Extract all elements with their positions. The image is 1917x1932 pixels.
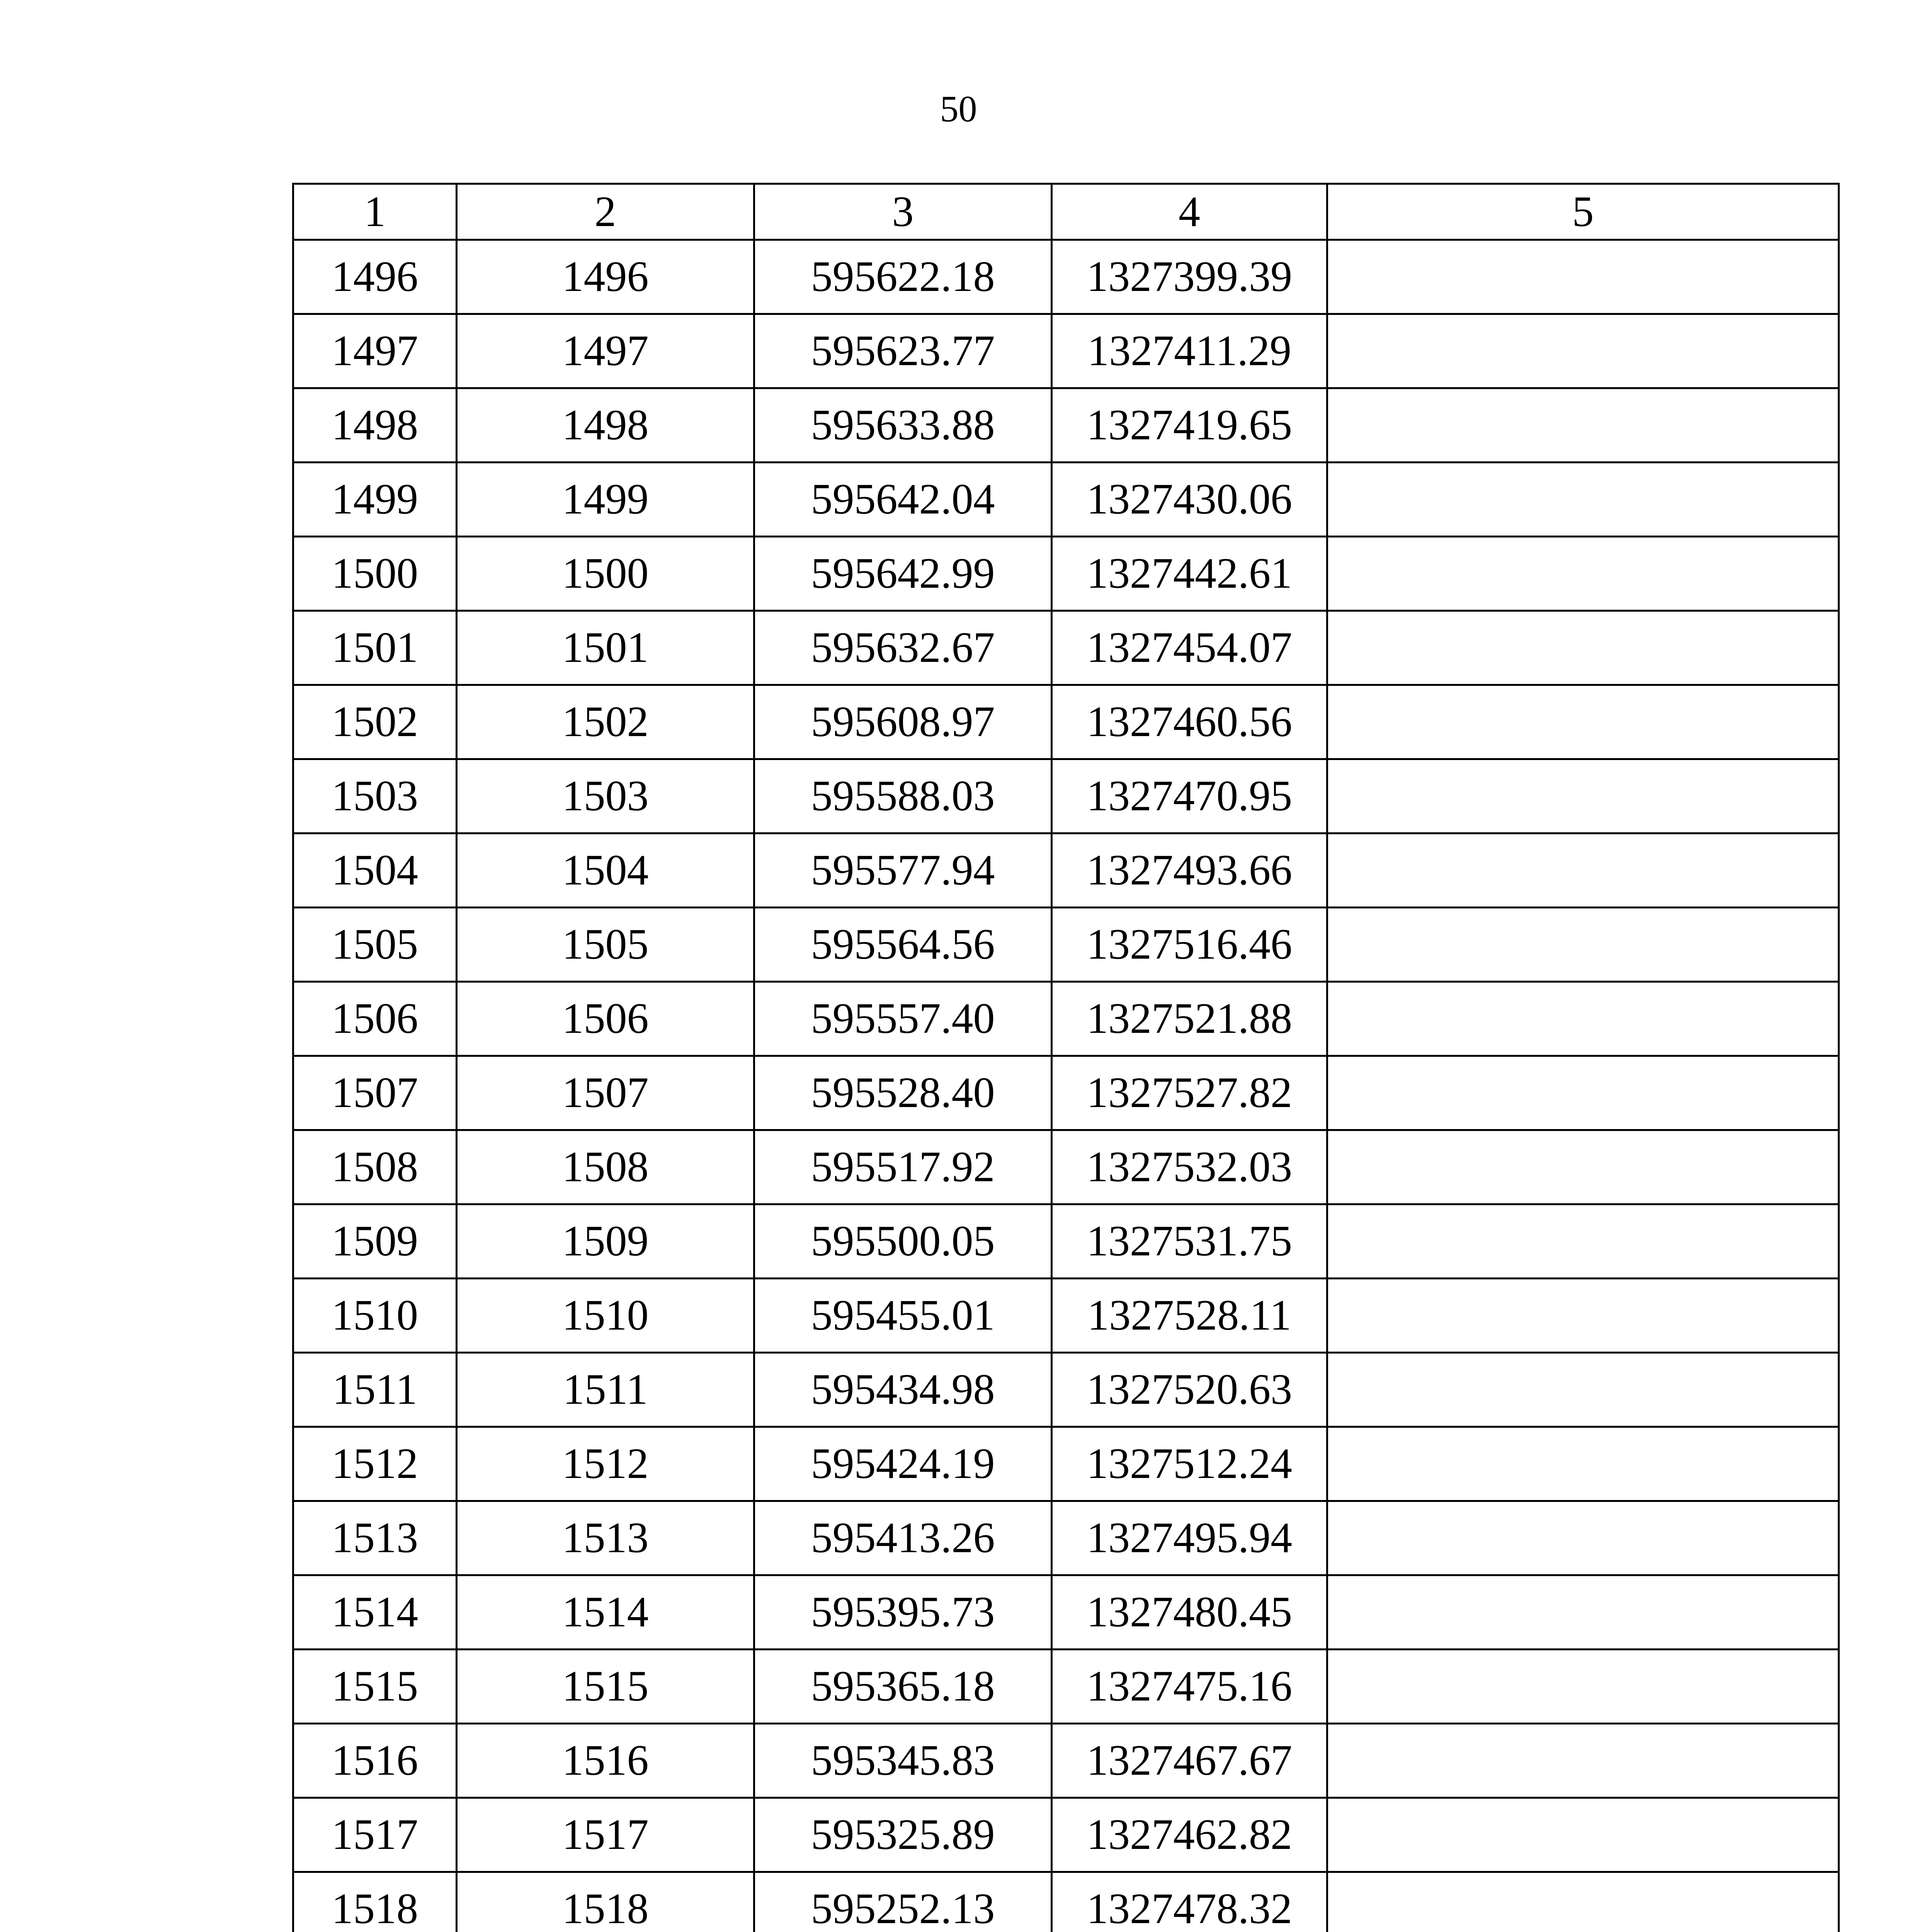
- note-cell: [1327, 388, 1839, 463]
- note-cell: [1327, 685, 1839, 759]
- point-number-cell: 1515: [293, 1650, 457, 1724]
- point-number-cell: 1517: [293, 1798, 457, 1872]
- table-row: [293, 1427, 1839, 1501]
- point-number-repeat-cell: 1507: [457, 1056, 754, 1130]
- point-number-repeat-cell: 1504: [457, 833, 754, 908]
- x-coordinate-cell: 595642.99: [754, 537, 1052, 611]
- table-row: [293, 388, 1839, 463]
- point-number-cell: 1497: [293, 314, 457, 388]
- table-row: [293, 908, 1839, 982]
- point-number-cell: 1505: [293, 908, 457, 982]
- x-coordinate-cell: 595517.92: [754, 1130, 1052, 1204]
- note-cell: [1327, 1353, 1839, 1427]
- y-coordinate-cell: 1327520.63: [1052, 1353, 1327, 1427]
- x-coordinate-cell: 595588.03: [754, 759, 1052, 833]
- table-row: [293, 1501, 1839, 1575]
- y-coordinate-cell: 1327527.82: [1052, 1056, 1327, 1130]
- point-number-repeat-cell: 1502: [457, 685, 754, 759]
- point-number-repeat-cell: 1498: [457, 388, 754, 463]
- point-number-repeat-cell: 1518: [457, 1872, 754, 1932]
- point-number-cell: 1518: [293, 1872, 457, 1932]
- note-cell: [1327, 982, 1839, 1056]
- y-coordinate-cell: 1327454.07: [1052, 611, 1327, 685]
- y-coordinate-cell: 1327521.88: [1052, 982, 1327, 1056]
- point-number-cell: 1501: [293, 611, 457, 685]
- table-row: [293, 611, 1839, 685]
- y-coordinate-cell: 1327460.56: [1052, 685, 1327, 759]
- table-row: [293, 1872, 1839, 1932]
- x-coordinate-cell: 595622.18: [754, 240, 1052, 314]
- table-row: [293, 833, 1839, 908]
- y-coordinate-cell: 1327528.11: [1052, 1279, 1327, 1353]
- x-coordinate-cell: 595413.26: [754, 1501, 1052, 1575]
- table-row: [293, 1056, 1839, 1130]
- y-coordinate-cell: 1327419.65: [1052, 388, 1327, 463]
- point-number-cell: 1509: [293, 1204, 457, 1279]
- x-coordinate-cell: 595577.94: [754, 833, 1052, 908]
- point-number-cell: 1506: [293, 982, 457, 1056]
- column-header-2: 2: [457, 184, 754, 240]
- point-number-repeat-cell: 1516: [457, 1724, 754, 1798]
- note-cell: [1327, 314, 1839, 388]
- point-number-cell: 1512: [293, 1427, 457, 1501]
- note-cell: [1327, 240, 1839, 314]
- y-coordinate-cell: 1327467.67: [1052, 1724, 1327, 1798]
- point-number-repeat-cell: 1509: [457, 1204, 754, 1279]
- point-number-cell: 1508: [293, 1130, 457, 1204]
- note-cell: [1327, 833, 1839, 908]
- note-cell: [1327, 1872, 1839, 1932]
- x-coordinate-cell: 595557.40: [754, 982, 1052, 1056]
- table-row: [293, 1575, 1839, 1650]
- point-number-cell: 1496: [293, 240, 457, 314]
- x-coordinate-cell: 595633.88: [754, 388, 1052, 463]
- x-coordinate-cell: 595455.01: [754, 1279, 1052, 1353]
- x-coordinate-cell: 595528.40: [754, 1056, 1052, 1130]
- table-header: [293, 184, 1839, 240]
- x-coordinate-cell: 595345.83: [754, 1724, 1052, 1798]
- x-coordinate-cell: 595434.98: [754, 1353, 1052, 1427]
- table-row: [293, 685, 1839, 759]
- x-coordinate-cell: 595395.73: [754, 1575, 1052, 1650]
- table-row: [293, 1724, 1839, 1798]
- point-number-repeat-cell: 1500: [457, 537, 754, 611]
- table-row: [293, 1353, 1839, 1427]
- y-coordinate-cell: 1327442.61: [1052, 537, 1327, 611]
- note-cell: [1327, 1575, 1839, 1650]
- point-number-repeat-cell: 1517: [457, 1798, 754, 1872]
- y-coordinate-cell: 1327480.45: [1052, 1575, 1327, 1650]
- point-number-repeat-cell: 1514: [457, 1575, 754, 1650]
- x-coordinate-cell: 595500.05: [754, 1204, 1052, 1279]
- y-coordinate-cell: 1327532.03: [1052, 1130, 1327, 1204]
- y-coordinate-cell: 1327462.82: [1052, 1798, 1327, 1872]
- note-cell: [1327, 1279, 1839, 1353]
- note-cell: [1327, 1130, 1839, 1204]
- table-row: [293, 537, 1839, 611]
- x-coordinate-cell: 595608.97: [754, 685, 1052, 759]
- table-row: [293, 1798, 1839, 1872]
- point-number-cell: 1513: [293, 1501, 457, 1575]
- page-number: 50: [940, 88, 977, 129]
- point-number-repeat-cell: 1497: [457, 314, 754, 388]
- column-header-3: 3: [754, 184, 1052, 240]
- point-number-cell: 1503: [293, 759, 457, 833]
- table-body: [293, 240, 1839, 1932]
- point-number-repeat-cell: 1506: [457, 982, 754, 1056]
- y-coordinate-cell: 1327516.46: [1052, 908, 1327, 982]
- y-coordinate-cell: 1327495.94: [1052, 1501, 1327, 1575]
- note-cell: [1327, 1427, 1839, 1501]
- table-row: [293, 1279, 1839, 1353]
- point-number-repeat-cell: 1501: [457, 611, 754, 685]
- x-coordinate-cell: 595642.04: [754, 463, 1052, 537]
- x-coordinate-cell: 595365.18: [754, 1650, 1052, 1724]
- y-coordinate-cell: 1327430.06: [1052, 463, 1327, 537]
- table-row: [293, 759, 1839, 833]
- point-number-cell: 1498: [293, 388, 457, 463]
- x-coordinate-cell: 595623.77: [754, 314, 1052, 388]
- point-number-repeat-cell: 1511: [457, 1353, 754, 1427]
- y-coordinate-cell: 1327399.39: [1052, 240, 1327, 314]
- x-coordinate-cell: 595632.67: [754, 611, 1052, 685]
- note-cell: [1327, 1798, 1839, 1872]
- point-number-cell: 1510: [293, 1279, 457, 1353]
- x-coordinate-cell: 595564.56: [754, 908, 1052, 982]
- point-number-cell: 1502: [293, 685, 457, 759]
- header-row: [293, 184, 1839, 240]
- y-coordinate-cell: 1327478.32: [1052, 1872, 1327, 1932]
- note-cell: [1327, 1650, 1839, 1724]
- note-cell: [1327, 1056, 1839, 1130]
- note-cell: [1327, 1501, 1839, 1575]
- x-coordinate-cell: 595325.89: [754, 1798, 1052, 1872]
- column-header-5: 5: [1327, 184, 1839, 240]
- note-cell: [1327, 537, 1839, 611]
- point-number-repeat-cell: 1515: [457, 1650, 754, 1724]
- point-number-repeat-cell: 1499: [457, 463, 754, 537]
- table-row: [293, 982, 1839, 1056]
- y-coordinate-cell: 1327512.24: [1052, 1427, 1327, 1501]
- point-number-repeat-cell: 1505: [457, 908, 754, 982]
- point-number-cell: 1507: [293, 1056, 457, 1130]
- column-header-4: 4: [1052, 184, 1327, 240]
- table-row: [293, 1204, 1839, 1279]
- table-row: [293, 463, 1839, 537]
- table-row: [293, 240, 1839, 314]
- coordinates-table: [292, 183, 1840, 1932]
- point-number-cell: 1514: [293, 1575, 457, 1650]
- y-coordinate-cell: 1327470.95: [1052, 759, 1327, 833]
- table-row: [293, 314, 1839, 388]
- point-number-repeat-cell: 1510: [457, 1279, 754, 1353]
- table-row: [293, 1650, 1839, 1724]
- point-number-repeat-cell: 1513: [457, 1501, 754, 1575]
- y-coordinate-cell: 1327475.16: [1052, 1650, 1327, 1724]
- table-row: [293, 1130, 1839, 1204]
- note-cell: [1327, 611, 1839, 685]
- x-coordinate-cell: 595252.13: [754, 1872, 1052, 1932]
- note-cell: [1327, 463, 1839, 537]
- note-cell: [1327, 1724, 1839, 1798]
- point-number-repeat-cell: 1496: [457, 240, 754, 314]
- point-number-repeat-cell: 1508: [457, 1130, 754, 1204]
- point-number-cell: 1516: [293, 1724, 457, 1798]
- point-number-cell: 1504: [293, 833, 457, 908]
- point-number-repeat-cell: 1512: [457, 1427, 754, 1501]
- x-coordinate-cell: 595424.19: [754, 1427, 1052, 1501]
- point-number-cell: 1499: [293, 463, 457, 537]
- point-number-cell: 1511: [293, 1353, 457, 1427]
- y-coordinate-cell: 1327531.75: [1052, 1204, 1327, 1279]
- y-coordinate-cell: 1327411.29: [1052, 314, 1327, 388]
- y-coordinate-cell: 1327493.66: [1052, 833, 1327, 908]
- note-cell: [1327, 759, 1839, 833]
- column-header-1: 1: [293, 184, 457, 240]
- point-number-repeat-cell: 1503: [457, 759, 754, 833]
- point-number-cell: 1500: [293, 537, 457, 611]
- note-cell: [1327, 908, 1839, 982]
- note-cell: [1327, 1204, 1839, 1279]
